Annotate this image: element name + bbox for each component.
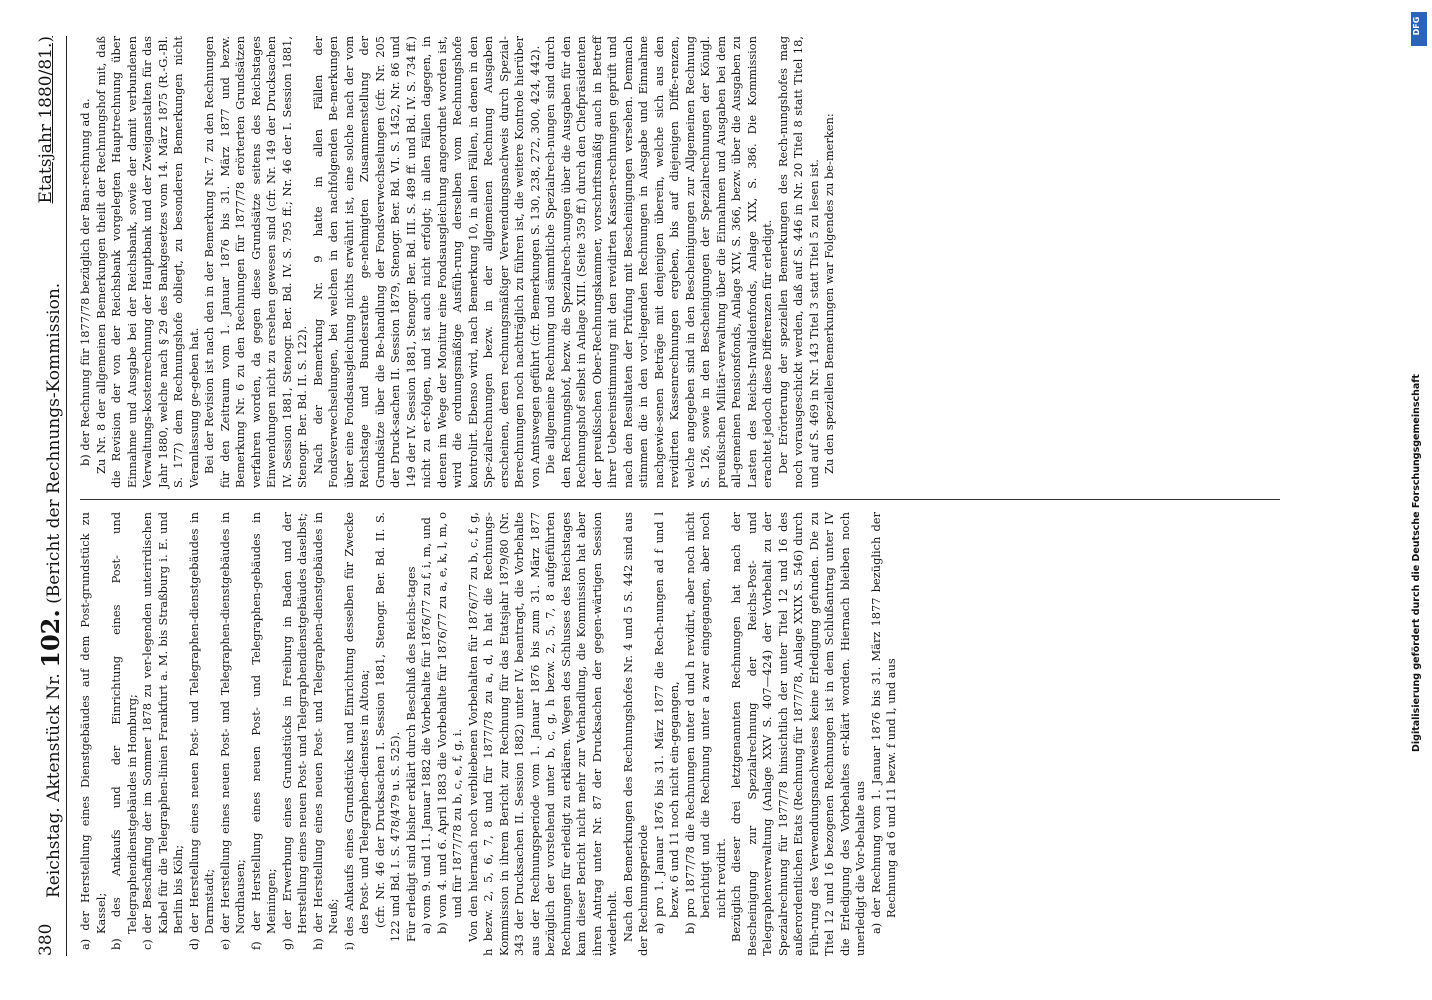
running-title — [36, 283, 65, 898]
paragraph: Bei der Revision ist nach den in der Bemerkung Nr. 7 zu den Rechnungen für den Zeitraum vom 1. Januar 1876 bis 31. März 1877 und bezw. Bemerkung Nr. 6 zu den Rechnungen für 1877/78 erörterten Grundsätzen verfahren worden, da gegen diese Grundsätze seitens des Reichstages Einwendungen nicht zu ersehen gewesen sind (cfr. Nr. 149 der Drucksachen IV. Session 1881, Stenogr. Ber. Bd. IV. S. 795 ff.; Nr. 46 der I. Session 1881, Stenogr. Ber. Bd. II. S. 122). — [202, 36, 309, 488]
list-item: a) pro 1. Januar 1876 bis 31. März 1877 die Rech-nungen ad f und l bezw. 6 und 11 noch nicht ein-gegangen, — [651, 512, 681, 934]
list-item: g) der Erwerbung eines Grundstücks in Freiburg in Baden und der Herstellung eines neuen Post- und Telegraphendienstgebäudes daselbst; — [279, 512, 309, 950]
list-item: a) der Rechnung vom 1. Januar 1876 bis 31. März 1877 bezüglich der Rechnung ad 6 und 11 bezw. f und l, und aus — [868, 512, 898, 934]
page-header — [28, 36, 68, 956]
dfg-logo-text: DFG — [1412, 16, 1421, 36]
paragraph: Die allgemeine Rechnung und sämmtliche Spezialrech-nungen sind durch den Rechnungshof, bezw. die Spezialrech-nungen über die Ausgaben für den Rechnungshof selbst in Anlage XIII. (Seite 359 ff.) durch den Chefpräsidenten der preußischen Ober-Rechnungskammer, vorschriftsmäßig auch in Betreff ihrer Uebereinstimmung mit den revidirten Kassen-rechnungen geprüft und nach den Resultaten der Prüfung mit Bescheinigungen versehen. Demnach stimmen die in den vor-liegenden Rechnungen in Ausgabe und Einnahme nachgewie-senen Beträge mit denjenigen überein, welche sich aus den revidirten Kassenrechnungen ergeben, bis auf diejenigen Diffe-renzen, welche angegeben sind in den Bescheinigungen zur Allgemeinen Rechnung S. 126, sowie in den Bescheinigungen der Spezialrechnungen der Königl. preußischen Militär-verwaltung über die Einnahmen und Ausgaben bei dem all-gemeinen Pensionsfonds, Anlage XIV, S. 366, bezw. über die Ausgaben zu Lasten des Reichs-Invalidenfonds, Anlage XIX, S. 386. Die Kommission erachtet jedoch diese Differenzen für erledigt. — [543, 36, 774, 488]
list-item: b) pro 1877/78 die Rechnungen unter d und h revidirt, aber noch nicht berichtigt und die Rechnung unter a zwar eingegangen, aber noch nicht revidirt. — [682, 512, 728, 934]
paragraph: Nach den Bemerkungen des Rechnungshofes Nr. 4 und 5 S. 442 sind aus der Rechnungsperiode — [620, 512, 650, 956]
paragraph: Zu den speziellen Bemerkungen war Folgendes zu be-merken: — [822, 113, 836, 474]
citation: (cfr. Nr. 46 der Drucksachen I. Session 1881, Stenogr. Ber. Bd. II. S. 122 und Bd. I. S. 478/479 u. S. 525). — [372, 512, 402, 942]
fiscal-year: Etatsjahr 1880/81.) — [36, 36, 56, 204]
paragraph: Der Erörterung der speziellen Bemerkungen des Rech-nungshofes mag noch vorausgeschickt werden, daß auf S. 446 in Nr. 20 Titel 8 statt Titel 18, und auf S. 469 in Nr. 143 Titel 3 statt Titel 5 zu lesen ist. — [775, 36, 821, 488]
left-column — [78, 512, 900, 956]
list-item: a) vom 9. und 11. Januar 1882 die Vorbehalte für 1876/77 zu f, i, m, und — [419, 517, 433, 934]
list-item: b) des Ankaufs und der Einrichtung eines Post- und Telegraphendienstgebäudes in Homburg; — [109, 512, 139, 950]
list-item: b) der Rechnung für 1877/78 bezüglich der Ban-rechnung ad a. — [78, 98, 92, 466]
list-item: h) der Herstellung eines neuen Post- und Telegraphen-dienstgebäudes in Neuß; — [310, 512, 340, 950]
list-item: a) der Herstellung eines Dienstgebäudes auf dem Post-grundstück zu Kassel; — [78, 512, 108, 950]
paragraph: Von den hiernach noch verbliebenen Vorbehalten für 1876/77 zu b, c, f, g, h bezw. 2, 5, 6, 7, 8 und für 1877/78 zu a, d, h hat die Rechnungs-Kommission in ihrem Bericht zur Rechnung für das Etatsjahr 1879/80 (Nr. 343 der Drucksachen II. Session 1882) unter IV. beantragt, die Vorbehalte aus der Rechnungsperiode vom 1. Januar 1876 bis zum 31. März 1877 bezüglich der vorstehend unter b, c, g, h bezw. 2, 5, 7, 8 aufgeführten Rechnungen für erledigt zu erklären. Wegen des Schlusses des Reichstages kam dieser Bericht nicht mehr zur Verhandlung, die Kommission hat aber ihren Antrag unter Nr. 87 der Drucksachen der gegen-wärtigen Session wiederholt. — [465, 512, 619, 956]
list-item: c) der Beschaffung der im Sommer 1878 zu ver-legenden unterirdischen Kabel für die Telegraphen-linien Frankfurt a. M. bis Straßburg i. E. und Berlin bis Köln; — [140, 512, 185, 950]
list-item: d) der Herstellung eines neuen Post- und Telegraphen-dienstgebäudes in Darmstadt; — [186, 512, 216, 950]
paragraph: Bezüglich dieser drei letztgenannten Rechnungen hat nach der Bescheinigung zur Spezialrechnung der Reichs-Post- und Telegraphenverwaltung (Anlage XXV S. 407—424) der Vorbehalt zu der Spezialrechnung für 1877/78 hinsichtlich der unter Titel 12 und 16 des außerordentlichen Etats (Rechnung für 1877/78, Anlage XXIX S. 546) durch Füh-rung des Verwendungsnachweises keine Erledigung gefunden. Die zu Titel 12 und 16 bezogenen Rechnungen ist in dem Schlußantrag unter IV die Erledigung des Vorbehaltes er-klärt worden. Hiernach bleiben noch unerledigt die Vor-behalte aus — [729, 512, 867, 956]
right-column — [78, 36, 838, 488]
page-number: 380 — [36, 923, 56, 956]
report-title: (Bericht der Rechnungs-Kommission. — [44, 282, 64, 604]
header-rule — [66, 36, 67, 956]
column-divider — [80, 499, 1280, 500]
credit-text: Digitalisierung gefördert durch die Deutsche Forschungsgemeinschaft — [1411, 374, 1422, 752]
paragraph: Für erledigt sind bisher erklärt durch Beschluß des Reichs-tages — [403, 566, 418, 942]
paragraph: Zu Nr. 8 der allgemeinen Bemerkungen theilt der Rechnungshof mit, daß die Revision der von der Reichsbank vorgelegten Hauptrechnung über Einnahme und Ausgabe bei der Reichsbank, sowie der damit verbundenen Verwaltungs-kostenrechnung der Hauptbank und der Zweiganstalten für das Jahr 1880, welche nach § 29 des Bankgesetzes vom 14. März 1875 (R.-G.-Bl. S. 177) dem Rechnungshofe obliegt, zu besonderen Bemerkungen nicht Veranlassung ge-geben hat. — [93, 36, 201, 488]
digitization-credit — [1411, 12, 1427, 772]
list-item: b) vom 4. und 6. April 1883 die Vorbehalte für 1876/77 zu a, e, k, l, m, o und für 1877/78 zu b, c, e, f, g, i. — [434, 512, 464, 934]
running-title-label: Reichstag. Aktenstück Nr. — [44, 673, 64, 898]
paragraph: Nach der Bemerkung Nr. 9 hatte in allen Fällen der Fondsverwechselungen, bei welchen in den nachfolgenden Be-merkungen über eine Fondsausgleichung nichts erwähnt ist, eine solche nach der vom Reichstage und Bundesrathe ge-nehmigten Zusammenstellung der Grundsätze über die Be-handlung der Fondsverwechselungen (cfr. Nr. 205 der Druck-sachen II. Session 1879, Stenogr. Ber. Bd. VI. S. 1452, Nr. 86 und 149 der IV. Session 1881, Stenogr. Ber. Bd. III. S. 489 ff. und Bd. IV. S. 734 ff.) nicht zu er-folgen, und ist auch nicht erfolgt; in allen Fällen dagegen, in denen im Wege der Monitur eine Fondsausgleichung angeordnet worden ist, wird die ordnungsmäßige Ausfüh-rung derselben vom Rechnungshofe kontrolirt. Ebenso wird, nach Bemerkung 10, in allen Fällen, in denen in den Spe-zialrechnungen bezw. in der allgemeinen Rechnung Ausgaben erscheinen, deren rechnungsmäßiger Verwendungsnachweis durch Spezial-Berechnungen noch nachträglich zu führen ist, die weitere Kontrole hierüber von Amtswegen geführt (cfr. Bemerkungen S. 130, 238, 272, 300, 424, 442). — [310, 36, 542, 488]
list-item: i) des Ankaufs eines Grundstücks und Einrichtung desselben für Zwecke des Post- und Telegraphen-dienstes in Altona; — [341, 512, 371, 950]
list-item: f) der Herstellung eines neuen Post- und Telegraphen-gebäudes in Meiningen; — [248, 512, 278, 950]
document-number: 102. — [36, 609, 65, 668]
list-item: e) der Herstellung eines neuen Post- und Telegraphen-dienstgebäudes in Nordhausen; — [217, 512, 247, 950]
